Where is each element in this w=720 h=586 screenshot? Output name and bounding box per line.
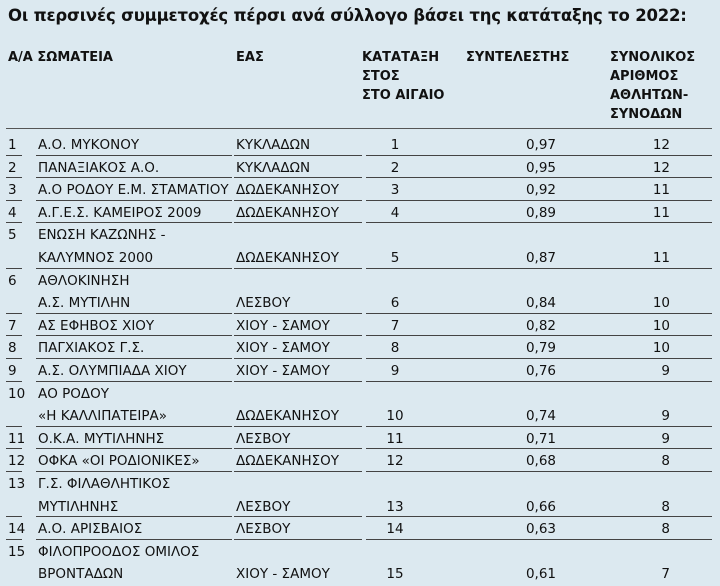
- coefficient-value: 0,74: [525, 408, 556, 425]
- eas-region: ΛΕΣΒΟΥ: [236, 498, 291, 515]
- row-underline: [366, 335, 712, 336]
- header-athletes-line-4: ΣΥΝΟΔΩΝ: [610, 107, 683, 122]
- eas-region: ΧΙΟΥ - ΣΑΜΟΥ: [236, 340, 330, 357]
- row-number: 4: [8, 204, 17, 221]
- row-underline: [234, 358, 362, 359]
- athletes-value: 11: [652, 249, 670, 266]
- header-rank-line-1: ΚΑΤΑΤΑΞΗ: [362, 50, 440, 65]
- athletes-value: 10: [652, 295, 670, 312]
- row-underline: [36, 313, 232, 314]
- row-underline: [6, 222, 22, 223]
- coefficient-value: 0,87: [525, 249, 556, 266]
- club-name: ΚΑΛΥΜΝΟΣ 2000: [38, 249, 154, 266]
- rank-value: 5: [390, 249, 400, 266]
- table-row: [0, 134, 720, 157]
- eas-region: ΔΩΔΕΚΑΝΗΣΟΥ: [236, 182, 340, 199]
- row-number: 8: [8, 340, 17, 357]
- row-underline: [366, 177, 712, 178]
- row-underline: [36, 222, 232, 223]
- row-underline: [6, 471, 22, 472]
- header-divider: [6, 128, 712, 129]
- header-coefficient: ΣΥΝΤΕΛΕΣΤΗΣ: [466, 50, 570, 65]
- coefficient-value: 0,92: [525, 182, 556, 199]
- coefficient-value: 0,79: [525, 340, 556, 357]
- header-num-club: Α/Α ΣΩΜΑΤΕΙΑ: [8, 50, 113, 65]
- eas-region: ΔΩΔΕΚΑΝΗΣΟΥ: [236, 204, 340, 221]
- coefficient-value: 0,82: [525, 317, 556, 334]
- club-name: Α.Γ.Ε.Σ. ΚΑΜΕΙΡΟΣ 2009: [38, 204, 202, 221]
- table-row: [0, 157, 720, 180]
- table-row: [0, 202, 720, 225]
- eas-region: ΛΕΣΒΟΥ: [236, 430, 291, 447]
- rank-value: 2: [390, 159, 400, 176]
- rank-value: 3: [390, 182, 400, 199]
- row-underline: [366, 155, 712, 156]
- row-number: 2: [8, 159, 17, 176]
- row-underline: [234, 471, 362, 472]
- club-name: ΠΑΝΑΞΙΑΚΟΣ Α.Ο.: [38, 159, 160, 176]
- athletes-value: 8: [661, 453, 670, 470]
- row-underline: [366, 516, 712, 517]
- row-underline: [6, 516, 22, 517]
- table-row: [0, 270, 720, 315]
- club-name: ΟΦΚΑ «ΟΙ ΡΟΔΙΟΝΙΚΕΣ»: [38, 453, 200, 470]
- row-number: 15: [8, 543, 26, 560]
- row-underline: [6, 539, 22, 540]
- row-underline: [366, 358, 712, 359]
- table-row: [0, 518, 720, 541]
- table-row: [0, 315, 720, 338]
- header-athletes-line-1: ΣΥΝΟΛΙΚΟΣ: [610, 50, 696, 65]
- rank-value: 12: [386, 453, 404, 470]
- eas-region: ΚΥΚΛΑΔΩΝ: [236, 159, 311, 176]
- row-underline: [234, 539, 362, 540]
- table-row: [0, 224, 720, 269]
- row-underline: [366, 448, 712, 449]
- table-row: [0, 383, 720, 428]
- coefficient-value: 0,66: [525, 498, 556, 515]
- row-underline: [36, 471, 232, 472]
- eas-region: ΧΙΟΥ - ΣΑΜΟΥ: [236, 317, 330, 334]
- rank-value: 10: [386, 408, 404, 425]
- header-rank: [362, 48, 444, 105]
- coefficient-value: 0,61: [525, 566, 556, 583]
- rank-value: 8: [390, 340, 400, 357]
- row-underline: [36, 268, 232, 269]
- club-name: Γ.Σ. ΦΙΛΑΘΛΗΤΙΚΟΣ: [38, 476, 171, 492]
- row-underline: [234, 222, 362, 223]
- row-underline: [234, 313, 362, 314]
- eas-region: ΔΩΔΕΚΑΝΗΣΟΥ: [236, 408, 340, 425]
- coefficient-value: 0,63: [525, 521, 556, 538]
- club-name: Α.Σ. ΟΛΥΜΠΙΑΔΑ ΧΙΟΥ: [38, 363, 187, 379]
- page-title: Οι περσινές συμμετοχές πέρσι ανά σύλλογο βάσει της κατάταξης το 2022:: [8, 6, 687, 25]
- club-name: ΜΥΤΙΛΗΝΗΣ: [38, 498, 119, 515]
- row-number: 3: [8, 182, 17, 199]
- club-name: ΑΣ ΕΦΗΒΟΣ ΧΙΟΥ: [38, 317, 155, 334]
- club-name: Α.Σ. ΜΥΤΙΛΗΝ: [38, 295, 131, 312]
- club-name: ΑΟ ΡΟΔΟΥ: [38, 385, 110, 402]
- row-underline: [366, 381, 712, 382]
- row-underline: [234, 426, 362, 427]
- eas-region: ΧΙΟΥ - ΣΑΜΟΥ: [236, 363, 330, 379]
- club-name: ΦΙΛΟΠΡΟΟΔΟΣ ΟΜΙΛΟΣ: [38, 543, 200, 560]
- row-underline: [6, 381, 22, 382]
- rank-value: 13: [386, 498, 404, 515]
- coefficient-value: 0,71: [525, 430, 556, 447]
- eas-region: ΚΥΚΛΑΔΩΝ: [236, 137, 311, 153]
- eas-region: ΔΩΔΕΚΑΝΗΣΟΥ: [236, 249, 340, 266]
- row-number: 13: [8, 476, 26, 492]
- rank-value: 9: [390, 363, 400, 379]
- row-underline: [36, 200, 232, 201]
- club-name: Α.Ο. ΜΥΚΟΝΟΥ: [38, 137, 140, 153]
- row-underline: [6, 177, 22, 178]
- row-underline: [234, 335, 362, 336]
- row-underline: [234, 268, 362, 269]
- coefficient-value: 0,76: [525, 363, 556, 379]
- row-underline: [36, 426, 232, 427]
- table-row: [0, 541, 720, 586]
- row-underline: [36, 381, 232, 382]
- coefficient-value: 0,97: [525, 137, 556, 153]
- rank-value: 4: [390, 204, 400, 221]
- row-number: 11: [8, 430, 26, 447]
- row-underline: [36, 516, 232, 517]
- row-underline: [6, 448, 22, 449]
- row-underline: [366, 313, 712, 314]
- club-name: Α.Ο ΡΟΔΟΥ Ε.Μ. ΣΤΑΜΑΤΙΟΥ: [38, 182, 229, 199]
- header-rank-line-2: ΣΤΟΣ: [362, 69, 400, 84]
- row-number: 5: [8, 227, 17, 244]
- athletes-value: 9: [661, 363, 670, 379]
- row-underline: [234, 448, 362, 449]
- row-underline: [6, 358, 22, 359]
- eas-region: ΔΩΔΕΚΑΝΗΣΟΥ: [236, 453, 340, 470]
- club-name: ΑΘΛΟΚΙΝΗΣΗ: [38, 272, 130, 289]
- row-underline: [6, 313, 22, 314]
- athletes-value: 8: [661, 521, 670, 538]
- athletes-value: 10: [652, 317, 670, 334]
- eas-region: ΧΙΟΥ - ΣΑΜΟΥ: [236, 566, 330, 583]
- row-number: 12: [8, 453, 26, 470]
- athletes-value: 10: [652, 340, 670, 357]
- club-name: «Η ΚΑΛΛΙΠΑΤΕΙΡΑ»: [38, 408, 168, 425]
- row-underline: [366, 471, 712, 472]
- club-name: ΒΡΟΝΤΑΔΩΝ: [38, 566, 124, 583]
- athletes-value: 12: [652, 159, 670, 176]
- row-number: 14: [8, 521, 26, 538]
- rank-value: 14: [386, 521, 404, 538]
- row-underline: [366, 200, 712, 201]
- athletes-value: 8: [661, 498, 670, 515]
- eas-region: ΛΕΣΒΟΥ: [236, 521, 291, 538]
- row-number: 1: [8, 137, 17, 153]
- club-name: ΠΑΓΧΙΑΚΟΣ Γ.Σ.: [38, 340, 145, 357]
- coefficient-value: 0,84: [525, 295, 556, 312]
- row-underline: [36, 448, 232, 449]
- row-underline: [234, 177, 362, 178]
- row-number: 10: [8, 385, 26, 402]
- row-underline: [234, 155, 362, 156]
- row-underline: [36, 177, 232, 178]
- table-row: [0, 337, 720, 360]
- row-underline: [36, 539, 232, 540]
- row-underline: [6, 335, 22, 336]
- row-underline: [234, 516, 362, 517]
- row-underline: [36, 335, 232, 336]
- row-underline: [36, 155, 232, 156]
- header-eas: ΕΑΣ: [236, 50, 264, 65]
- table-row: [0, 360, 720, 383]
- table-row: [0, 179, 720, 202]
- row-underline: [6, 426, 22, 427]
- rank-value: 1: [390, 137, 400, 153]
- header-rank-line-3: ΣΤΟ ΑΙΓΑΙΟ: [362, 88, 445, 103]
- club-name: Α.Ο. ΑΡΙΣΒΑΙΟΣ: [38, 521, 143, 538]
- table-row: [0, 450, 720, 473]
- row-number: 6: [8, 272, 17, 289]
- athletes-value: 9: [661, 408, 670, 425]
- rank-value: 15: [386, 566, 404, 583]
- coefficient-value: 0,89: [525, 204, 556, 221]
- table-row: [0, 428, 720, 451]
- row-underline: [6, 268, 22, 269]
- rank-value: 11: [386, 430, 404, 447]
- rank-value: 6: [390, 295, 400, 312]
- row-underline: [366, 539, 712, 540]
- header-athletes-line-2: ΑΡΙΘΜΟΣ: [610, 69, 679, 84]
- row-underline: [6, 200, 22, 201]
- athletes-value: 12: [652, 137, 670, 153]
- row-number: 7: [8, 317, 17, 334]
- coefficient-value: 0,68: [525, 453, 556, 470]
- athletes-value: 11: [652, 182, 670, 199]
- row-underline: [366, 426, 712, 427]
- row-underline: [366, 222, 712, 223]
- header-athletes-line-3: ΑΘΛΗΤΩΝ-: [610, 88, 689, 103]
- athletes-value: 11: [652, 204, 670, 221]
- header-athletes: [610, 48, 695, 124]
- athletes-value: 9: [661, 430, 670, 447]
- row-underline: [234, 200, 362, 201]
- rank-value: 7: [390, 317, 400, 334]
- row-underline: [36, 358, 232, 359]
- row-underline: [366, 268, 712, 269]
- club-name: Ο.Κ.Α. ΜΥΤΙΛΗΝΗΣ: [38, 430, 165, 447]
- table-row: [0, 473, 720, 518]
- athletes-value: 7: [661, 566, 670, 583]
- coefficient-value: 0,95: [525, 159, 556, 176]
- row-underline: [6, 155, 22, 156]
- club-name: ΕΝΩΣΗ ΚΑΖΩΝΗΣ -: [38, 227, 166, 244]
- row-underline: [234, 381, 362, 382]
- row-number: 9: [8, 363, 17, 379]
- eas-region: ΛΕΣΒΟΥ: [236, 295, 291, 312]
